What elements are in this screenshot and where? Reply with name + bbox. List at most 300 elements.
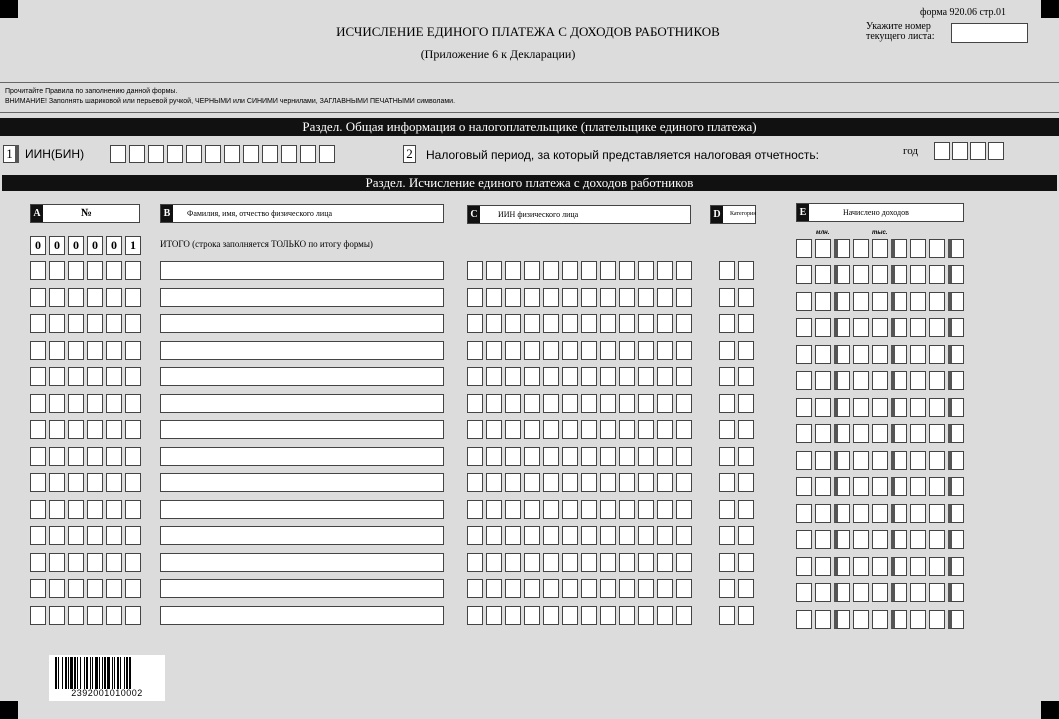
year-cell[interactable] <box>970 142 986 160</box>
row-number-cell[interactable] <box>68 314 84 333</box>
row-number-cell[interactable] <box>125 553 141 572</box>
total-income-cell[interactable] <box>948 239 964 258</box>
iin-bin-cell[interactable] <box>167 145 183 163</box>
income-cell[interactable] <box>853 477 869 496</box>
employee-iin-cell[interactable] <box>562 553 578 572</box>
income-cell[interactable] <box>815 583 831 602</box>
employee-iin-cell[interactable] <box>524 473 540 492</box>
income-cell[interactable] <box>815 610 831 629</box>
employee-iin-cell[interactable] <box>505 606 521 625</box>
employee-iin-cell[interactable] <box>543 394 559 413</box>
income-cell[interactable] <box>853 424 869 443</box>
row-number-cell[interactable] <box>87 367 103 386</box>
row-number-cell[interactable] <box>106 288 122 307</box>
income-cell[interactable] <box>834 610 850 629</box>
row-number-cell[interactable] <box>106 473 122 492</box>
total-income-cell[interactable] <box>834 239 850 258</box>
row-number-cell[interactable] <box>68 288 84 307</box>
employee-iin-cell[interactable] <box>505 579 521 598</box>
income-cell[interactable] <box>948 398 964 417</box>
employee-iin-cell[interactable] <box>581 606 597 625</box>
row-number-cell[interactable] <box>87 420 103 439</box>
employee-iin-cell[interactable] <box>486 500 502 519</box>
employee-iin-cell[interactable] <box>600 606 616 625</box>
iin-bin-cell[interactable] <box>319 145 335 163</box>
income-cell[interactable] <box>796 530 812 549</box>
income-cell[interactable] <box>929 292 945 311</box>
income-cell[interactable] <box>910 371 926 390</box>
employee-iin-cell[interactable] <box>467 447 483 466</box>
income-cell[interactable] <box>796 265 812 284</box>
employee-iin-cell[interactable] <box>486 579 502 598</box>
income-cell[interactable] <box>796 557 812 576</box>
employee-iin-cell[interactable] <box>467 261 483 280</box>
employee-iin-cell[interactable] <box>581 447 597 466</box>
category-cell[interactable] <box>738 579 754 598</box>
full-name-field[interactable] <box>160 606 444 625</box>
income-cell[interactable] <box>796 424 812 443</box>
employee-iin-cell[interactable] <box>467 606 483 625</box>
employee-iin-cell[interactable] <box>505 367 521 386</box>
employee-iin-cell[interactable] <box>562 261 578 280</box>
row-number-cell[interactable] <box>87 314 103 333</box>
employee-iin-cell[interactable] <box>657 553 673 572</box>
employee-iin-cell[interactable] <box>657 261 673 280</box>
row-number-cell[interactable] <box>125 367 141 386</box>
category-cell[interactable] <box>738 314 754 333</box>
employee-iin-cell[interactable] <box>581 500 597 519</box>
employee-iin-cell[interactable] <box>562 314 578 333</box>
income-cell[interactable] <box>929 583 945 602</box>
employee-iin-cell[interactable] <box>619 606 635 625</box>
income-cell[interactable] <box>929 424 945 443</box>
employee-iin-cell[interactable] <box>524 261 540 280</box>
employee-iin-cell[interactable] <box>486 553 502 572</box>
row-number-cell[interactable] <box>106 579 122 598</box>
income-cell[interactable] <box>891 345 907 364</box>
employee-iin-cell[interactable] <box>600 553 616 572</box>
employee-iin-cell[interactable] <box>467 579 483 598</box>
income-cell[interactable] <box>929 530 945 549</box>
income-cell[interactable] <box>834 424 850 443</box>
employee-iin-cell[interactable] <box>676 394 692 413</box>
employee-iin-cell[interactable] <box>657 288 673 307</box>
employee-iin-cell[interactable] <box>581 526 597 545</box>
employee-iin-cell[interactable] <box>467 420 483 439</box>
total-income-cell[interactable] <box>891 239 907 258</box>
employee-iin-cell[interactable] <box>486 473 502 492</box>
income-cell[interactable] <box>910 557 926 576</box>
iin-bin-cell[interactable] <box>110 145 126 163</box>
full-name-field[interactable] <box>160 579 444 598</box>
employee-iin-cell[interactable] <box>486 341 502 360</box>
row-number-cell[interactable] <box>125 473 141 492</box>
employee-iin-cell[interactable] <box>543 473 559 492</box>
category-cell[interactable] <box>738 526 754 545</box>
income-cell[interactable] <box>910 530 926 549</box>
total-income-cell[interactable] <box>929 239 945 258</box>
income-cell[interactable] <box>853 265 869 284</box>
row-number-cell[interactable] <box>106 606 122 625</box>
income-cell[interactable] <box>834 583 850 602</box>
category-cell[interactable] <box>719 473 735 492</box>
row-number-cell[interactable] <box>49 526 65 545</box>
employee-iin-cell[interactable] <box>505 420 521 439</box>
income-cell[interactable] <box>948 504 964 523</box>
income-cell[interactable] <box>853 292 869 311</box>
row-number-cell[interactable] <box>30 288 46 307</box>
income-cell[interactable] <box>796 318 812 337</box>
income-cell[interactable] <box>815 477 831 496</box>
income-cell[interactable] <box>872 265 888 284</box>
row-number-cell[interactable] <box>68 579 84 598</box>
employee-iin-cell[interactable] <box>486 394 502 413</box>
income-cell[interactable] <box>948 557 964 576</box>
income-cell[interactable] <box>834 504 850 523</box>
employee-iin-cell[interactable] <box>562 606 578 625</box>
income-cell[interactable] <box>910 583 926 602</box>
employee-iin-cell[interactable] <box>619 314 635 333</box>
employee-iin-cell[interactable] <box>638 341 654 360</box>
income-cell[interactable] <box>796 292 812 311</box>
full-name-field[interactable] <box>160 367 444 386</box>
employee-iin-cell[interactable] <box>600 314 616 333</box>
row-number-cell[interactable] <box>87 394 103 413</box>
employee-iin-cell[interactable] <box>524 553 540 572</box>
income-cell[interactable] <box>929 610 945 629</box>
income-cell[interactable] <box>834 477 850 496</box>
category-cell[interactable] <box>738 473 754 492</box>
category-cell[interactable] <box>738 394 754 413</box>
employee-iin-cell[interactable] <box>543 526 559 545</box>
employee-iin-cell[interactable] <box>619 473 635 492</box>
iin-bin-cell[interactable] <box>243 145 259 163</box>
employee-iin-cell[interactable] <box>505 394 521 413</box>
income-cell[interactable] <box>834 318 850 337</box>
employee-iin-cell[interactable] <box>619 288 635 307</box>
employee-iin-cell[interactable] <box>600 473 616 492</box>
row-number-cell[interactable] <box>125 526 141 545</box>
employee-iin-cell[interactable] <box>676 447 692 466</box>
income-cell[interactable] <box>815 504 831 523</box>
row-number-cell[interactable] <box>49 261 65 280</box>
employee-iin-cell[interactable] <box>600 500 616 519</box>
income-cell[interactable] <box>910 477 926 496</box>
full-name-field[interactable] <box>160 447 444 466</box>
employee-iin-cell[interactable] <box>543 447 559 466</box>
iin-bin-cell[interactable] <box>224 145 240 163</box>
row-number-cell[interactable] <box>106 553 122 572</box>
employee-iin-cell[interactable] <box>581 314 597 333</box>
employee-iin-cell[interactable] <box>638 473 654 492</box>
income-cell[interactable] <box>796 610 812 629</box>
employee-iin-cell[interactable] <box>600 341 616 360</box>
employee-iin-cell[interactable] <box>543 500 559 519</box>
employee-iin-cell[interactable] <box>657 500 673 519</box>
employee-iin-cell[interactable] <box>676 288 692 307</box>
income-cell[interactable] <box>948 345 964 364</box>
employee-iin-cell[interactable] <box>562 288 578 307</box>
employee-iin-cell[interactable] <box>562 579 578 598</box>
row-number-cell[interactable] <box>106 261 122 280</box>
row-number-cell[interactable] <box>125 420 141 439</box>
row-number-cell[interactable] <box>49 341 65 360</box>
employee-iin-cell[interactable] <box>524 341 540 360</box>
employee-iin-cell[interactable] <box>581 394 597 413</box>
row-number-cell[interactable] <box>125 314 141 333</box>
employee-iin-cell[interactable] <box>467 394 483 413</box>
income-cell[interactable] <box>872 504 888 523</box>
employee-iin-cell[interactable] <box>543 261 559 280</box>
employee-iin-cell[interactable] <box>676 526 692 545</box>
row-number-cell[interactable] <box>106 341 122 360</box>
employee-iin-cell[interactable] <box>486 526 502 545</box>
income-cell[interactable] <box>910 451 926 470</box>
income-cell[interactable] <box>815 557 831 576</box>
category-cell[interactable] <box>738 553 754 572</box>
employee-iin-cell[interactable] <box>600 367 616 386</box>
income-cell[interactable] <box>815 398 831 417</box>
category-cell[interactable] <box>719 500 735 519</box>
row-number-cell[interactable] <box>87 447 103 466</box>
category-cell[interactable] <box>738 261 754 280</box>
employee-iin-cell[interactable] <box>619 394 635 413</box>
income-cell[interactable] <box>853 583 869 602</box>
employee-iin-cell[interactable] <box>676 473 692 492</box>
category-cell[interactable] <box>738 447 754 466</box>
employee-iin-cell[interactable] <box>619 367 635 386</box>
income-cell[interactable] <box>891 557 907 576</box>
row-number-cell[interactable] <box>49 473 65 492</box>
employee-iin-cell[interactable] <box>657 473 673 492</box>
income-cell[interactable] <box>796 477 812 496</box>
employee-iin-cell[interactable] <box>638 261 654 280</box>
row-number-cell[interactable] <box>49 553 65 572</box>
employee-iin-cell[interactable] <box>524 606 540 625</box>
employee-iin-cell[interactable] <box>600 526 616 545</box>
income-cell[interactable] <box>853 451 869 470</box>
full-name-field[interactable] <box>160 473 444 492</box>
employee-iin-cell[interactable] <box>486 367 502 386</box>
income-cell[interactable] <box>853 504 869 523</box>
employee-iin-cell[interactable] <box>524 579 540 598</box>
row-number-cell[interactable] <box>49 314 65 333</box>
row-number-cell[interactable] <box>87 473 103 492</box>
employee-iin-cell[interactable] <box>619 526 635 545</box>
row-number-cell[interactable] <box>68 526 84 545</box>
row-number-cell[interactable] <box>125 579 141 598</box>
employee-iin-cell[interactable] <box>543 606 559 625</box>
employee-iin-cell[interactable] <box>638 288 654 307</box>
employee-iin-cell[interactable] <box>505 553 521 572</box>
income-cell[interactable] <box>815 265 831 284</box>
income-cell[interactable] <box>929 504 945 523</box>
row-number-cell[interactable] <box>30 341 46 360</box>
income-cell[interactable] <box>872 371 888 390</box>
employee-iin-cell[interactable] <box>543 420 559 439</box>
row-number-cell[interactable] <box>125 341 141 360</box>
income-cell[interactable] <box>948 292 964 311</box>
row-number-cell[interactable] <box>125 261 141 280</box>
income-cell[interactable] <box>834 265 850 284</box>
income-cell[interactable] <box>948 318 964 337</box>
iin-bin-cell[interactable] <box>300 145 316 163</box>
income-cell[interactable] <box>872 477 888 496</box>
employee-iin-cell[interactable] <box>600 447 616 466</box>
employee-iin-cell[interactable] <box>638 579 654 598</box>
income-cell[interactable] <box>948 451 964 470</box>
row-number-cell[interactable] <box>49 394 65 413</box>
income-cell[interactable] <box>853 557 869 576</box>
income-cell[interactable] <box>796 345 812 364</box>
employee-iin-cell[interactable] <box>486 314 502 333</box>
income-cell[interactable] <box>796 504 812 523</box>
category-cell[interactable] <box>738 500 754 519</box>
row-number-cell[interactable] <box>30 420 46 439</box>
income-cell[interactable] <box>891 504 907 523</box>
row-number-cell[interactable] <box>125 394 141 413</box>
row-number-cell[interactable] <box>87 579 103 598</box>
employee-iin-cell[interactable] <box>657 341 673 360</box>
employee-iin-cell[interactable] <box>581 473 597 492</box>
income-cell[interactable] <box>872 451 888 470</box>
employee-iin-cell[interactable] <box>676 261 692 280</box>
employee-iin-cell[interactable] <box>657 367 673 386</box>
row-number-cell[interactable] <box>106 500 122 519</box>
employee-iin-cell[interactable] <box>600 261 616 280</box>
income-cell[interactable] <box>891 265 907 284</box>
employee-iin-cell[interactable] <box>524 288 540 307</box>
income-cell[interactable] <box>948 583 964 602</box>
row-number-cell[interactable] <box>49 288 65 307</box>
row-number-cell[interactable] <box>49 367 65 386</box>
income-cell[interactable] <box>929 318 945 337</box>
income-cell[interactable] <box>796 583 812 602</box>
category-cell[interactable] <box>719 606 735 625</box>
full-name-field[interactable] <box>160 553 444 572</box>
income-cell[interactable] <box>948 265 964 284</box>
income-cell[interactable] <box>929 557 945 576</box>
employee-iin-cell[interactable] <box>581 367 597 386</box>
row-number-cell[interactable] <box>68 420 84 439</box>
category-cell[interactable] <box>719 447 735 466</box>
income-cell[interactable] <box>815 424 831 443</box>
category-cell[interactable] <box>738 606 754 625</box>
employee-iin-cell[interactable] <box>657 606 673 625</box>
total-income-cell[interactable] <box>796 239 812 258</box>
income-cell[interactable] <box>796 371 812 390</box>
employee-iin-cell[interactable] <box>505 473 521 492</box>
category-cell[interactable] <box>719 553 735 572</box>
income-cell[interactable] <box>834 557 850 576</box>
full-name-field[interactable] <box>160 314 444 333</box>
income-cell[interactable] <box>872 398 888 417</box>
year-cell[interactable] <box>988 142 1004 160</box>
employee-iin-cell[interactable] <box>467 367 483 386</box>
employee-iin-cell[interactable] <box>581 261 597 280</box>
row-number-cell[interactable] <box>68 367 84 386</box>
income-cell[interactable] <box>929 477 945 496</box>
category-cell[interactable] <box>719 367 735 386</box>
sheet-number-field[interactable] <box>951 23 1028 43</box>
income-cell[interactable] <box>891 292 907 311</box>
row-number-cell[interactable] <box>68 261 84 280</box>
employee-iin-cell[interactable] <box>467 526 483 545</box>
income-cell[interactable] <box>853 371 869 390</box>
income-cell[interactable] <box>891 530 907 549</box>
employee-iin-cell[interactable] <box>581 579 597 598</box>
employee-iin-cell[interactable] <box>638 500 654 519</box>
employee-iin-cell[interactable] <box>524 500 540 519</box>
employee-iin-cell[interactable] <box>619 500 635 519</box>
employee-iin-cell[interactable] <box>467 473 483 492</box>
employee-iin-cell[interactable] <box>562 367 578 386</box>
iin-bin-cell[interactable] <box>186 145 202 163</box>
employee-iin-cell[interactable] <box>657 579 673 598</box>
income-cell[interactable] <box>815 371 831 390</box>
income-cell[interactable] <box>891 398 907 417</box>
employee-iin-cell[interactable] <box>581 553 597 572</box>
row-number-cell[interactable] <box>106 447 122 466</box>
employee-iin-cell[interactable] <box>562 526 578 545</box>
employee-iin-cell[interactable] <box>676 606 692 625</box>
row-number-cell[interactable] <box>30 553 46 572</box>
income-cell[interactable] <box>815 318 831 337</box>
employee-iin-cell[interactable] <box>524 447 540 466</box>
row-number-cell[interactable] <box>106 367 122 386</box>
employee-iin-cell[interactable] <box>638 553 654 572</box>
income-cell[interactable] <box>853 398 869 417</box>
employee-iin-cell[interactable] <box>486 606 502 625</box>
income-cell[interactable] <box>910 265 926 284</box>
employee-iin-cell[interactable] <box>543 341 559 360</box>
income-cell[interactable] <box>891 477 907 496</box>
row-number-cell[interactable] <box>106 420 122 439</box>
income-cell[interactable] <box>815 530 831 549</box>
row-number-cell[interactable] <box>68 553 84 572</box>
row-number-cell[interactable] <box>49 447 65 466</box>
employee-iin-cell[interactable] <box>467 500 483 519</box>
income-cell[interactable] <box>891 318 907 337</box>
employee-iin-cell[interactable] <box>676 420 692 439</box>
category-cell[interactable] <box>719 288 735 307</box>
year-cell[interactable] <box>934 142 950 160</box>
income-cell[interactable] <box>948 530 964 549</box>
row-number-cell[interactable] <box>87 553 103 572</box>
income-cell[interactable] <box>853 345 869 364</box>
employee-iin-cell[interactable] <box>638 420 654 439</box>
income-cell[interactable] <box>834 530 850 549</box>
employee-iin-cell[interactable] <box>467 553 483 572</box>
category-cell[interactable] <box>738 288 754 307</box>
employee-iin-cell[interactable] <box>543 288 559 307</box>
category-cell[interactable] <box>719 314 735 333</box>
income-cell[interactable] <box>872 345 888 364</box>
total-income-cell[interactable] <box>815 239 831 258</box>
iin-bin-cell[interactable] <box>262 145 278 163</box>
row-number-cell[interactable] <box>87 526 103 545</box>
income-cell[interactable] <box>796 451 812 470</box>
employee-iin-cell[interactable] <box>638 394 654 413</box>
income-cell[interactable] <box>910 610 926 629</box>
employee-iin-cell[interactable] <box>657 394 673 413</box>
employee-iin-cell[interactable] <box>619 447 635 466</box>
row-number-cell[interactable] <box>49 579 65 598</box>
income-cell[interactable] <box>891 371 907 390</box>
employee-iin-cell[interactable] <box>619 579 635 598</box>
row-number-cell[interactable] <box>106 394 122 413</box>
income-cell[interactable] <box>796 398 812 417</box>
